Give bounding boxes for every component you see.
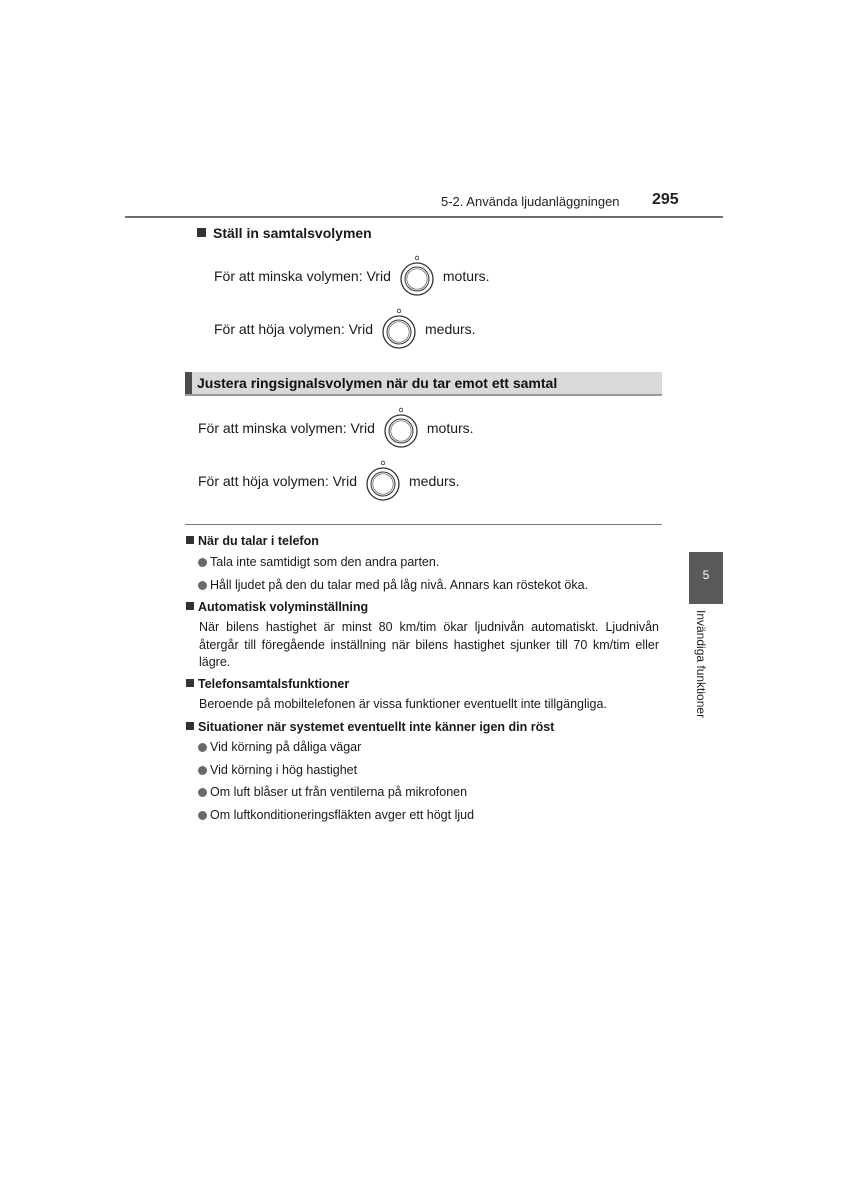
dot-bullet-icon xyxy=(198,743,207,752)
page-number: 295 xyxy=(652,191,679,208)
chapter-tab: 5 xyxy=(689,552,723,604)
note-heading-phone-functions xyxy=(186,677,349,691)
note-bullet-text: Vid körning i hög hastighet xyxy=(210,763,358,777)
volume-knob-icon xyxy=(381,406,421,450)
dot-bullet-icon xyxy=(198,811,207,820)
note-bullet-text: Tala inte samtidigt som den andra parten. xyxy=(210,555,440,569)
ringtone-decrease-line xyxy=(198,408,474,448)
square-bullet-icon xyxy=(186,722,194,730)
call-volume-increase-line xyxy=(214,309,476,349)
note-bullet xyxy=(198,785,467,799)
header-section-title: 5-2. Använda ljudanläggningen xyxy=(441,194,620,209)
square-bullet-icon xyxy=(197,228,206,237)
note-heading-text: När du talar i telefon xyxy=(198,534,319,548)
note-bullet xyxy=(198,763,357,777)
note-bullet-text: Håll ljudet på den du talar med på låg nivå. Annars kan röstekot öka. xyxy=(210,578,589,592)
square-bullet-icon xyxy=(186,536,194,544)
instruction-direction: medurs. xyxy=(425,321,476,337)
instruction-direction: moturs. xyxy=(426,420,474,436)
note-bullet xyxy=(198,740,361,754)
dot-bullet-icon xyxy=(198,558,207,567)
note-bullet xyxy=(198,808,474,822)
dot-bullet-icon xyxy=(198,581,207,590)
dot-bullet-icon xyxy=(198,788,207,797)
instruction-text: För att minska volymen: Vrid xyxy=(214,268,391,284)
header-rule xyxy=(125,216,723,218)
call-volume-heading xyxy=(197,225,372,241)
band-accent-bar xyxy=(185,372,192,394)
call-volume-decrease-line xyxy=(214,256,490,296)
note-paragraph-auto-volume: När bilens hastighet är minst 80 km/tim ökar ljudnivån automatiskt. Ljudnivån återgår till föregående inställning när bilens hastighet sjunker till 70 km/tim eller lägre. xyxy=(199,620,659,669)
call-volume-heading-text: Ställ in samtalsvolymen xyxy=(213,225,372,241)
note-heading-text: Automatisk volyminställning xyxy=(198,600,369,614)
dot-bullet-icon xyxy=(198,766,207,775)
instruction-direction: medurs. xyxy=(409,473,460,489)
volume-knob-icon xyxy=(363,459,403,503)
volume-knob-icon xyxy=(379,307,419,351)
ringtone-heading: Justera ringsignalsvolymen när du tar emot ett samtal xyxy=(197,375,558,391)
volume-knob-icon xyxy=(397,254,437,298)
note-heading-text: Telefonsamtalsfunktioner xyxy=(198,677,350,691)
note-heading-auto-volume xyxy=(186,600,368,614)
instruction-text: För att höja volymen: Vrid xyxy=(214,321,373,337)
note-heading-phone-talk xyxy=(186,534,319,548)
note-bullet-text: Om luftkonditioneringsfläkten avger ett högt ljud xyxy=(210,808,475,822)
square-bullet-icon xyxy=(186,679,194,687)
notes-divider xyxy=(185,524,662,525)
note-bullet-text: Vid körning på dåliga vägar xyxy=(210,740,362,754)
note-bullet-text: Om luft blåser ut från ventilerna på mikrofonen xyxy=(210,785,468,799)
note-heading-voice-recognition xyxy=(186,720,554,734)
ringtone-heading-band xyxy=(185,372,662,396)
chapter-label: Invändiga funktioner xyxy=(694,610,708,719)
note-heading-text: Situationer när systemet eventuellt inte känner igen din röst xyxy=(198,720,555,734)
ringtone-increase-line xyxy=(198,461,460,501)
instruction-text: För att minska volymen: Vrid xyxy=(198,420,375,436)
note-bullet xyxy=(198,578,588,592)
instruction-text: För att höja volymen: Vrid xyxy=(198,473,357,489)
instruction-direction: moturs. xyxy=(442,268,490,284)
note-bullet xyxy=(198,555,439,569)
note-paragraph-phone-functions: Beroende på mobiltelefonen är vissa funktioner eventuellt inte tillgängliga. xyxy=(199,697,607,711)
square-bullet-icon xyxy=(186,602,194,610)
